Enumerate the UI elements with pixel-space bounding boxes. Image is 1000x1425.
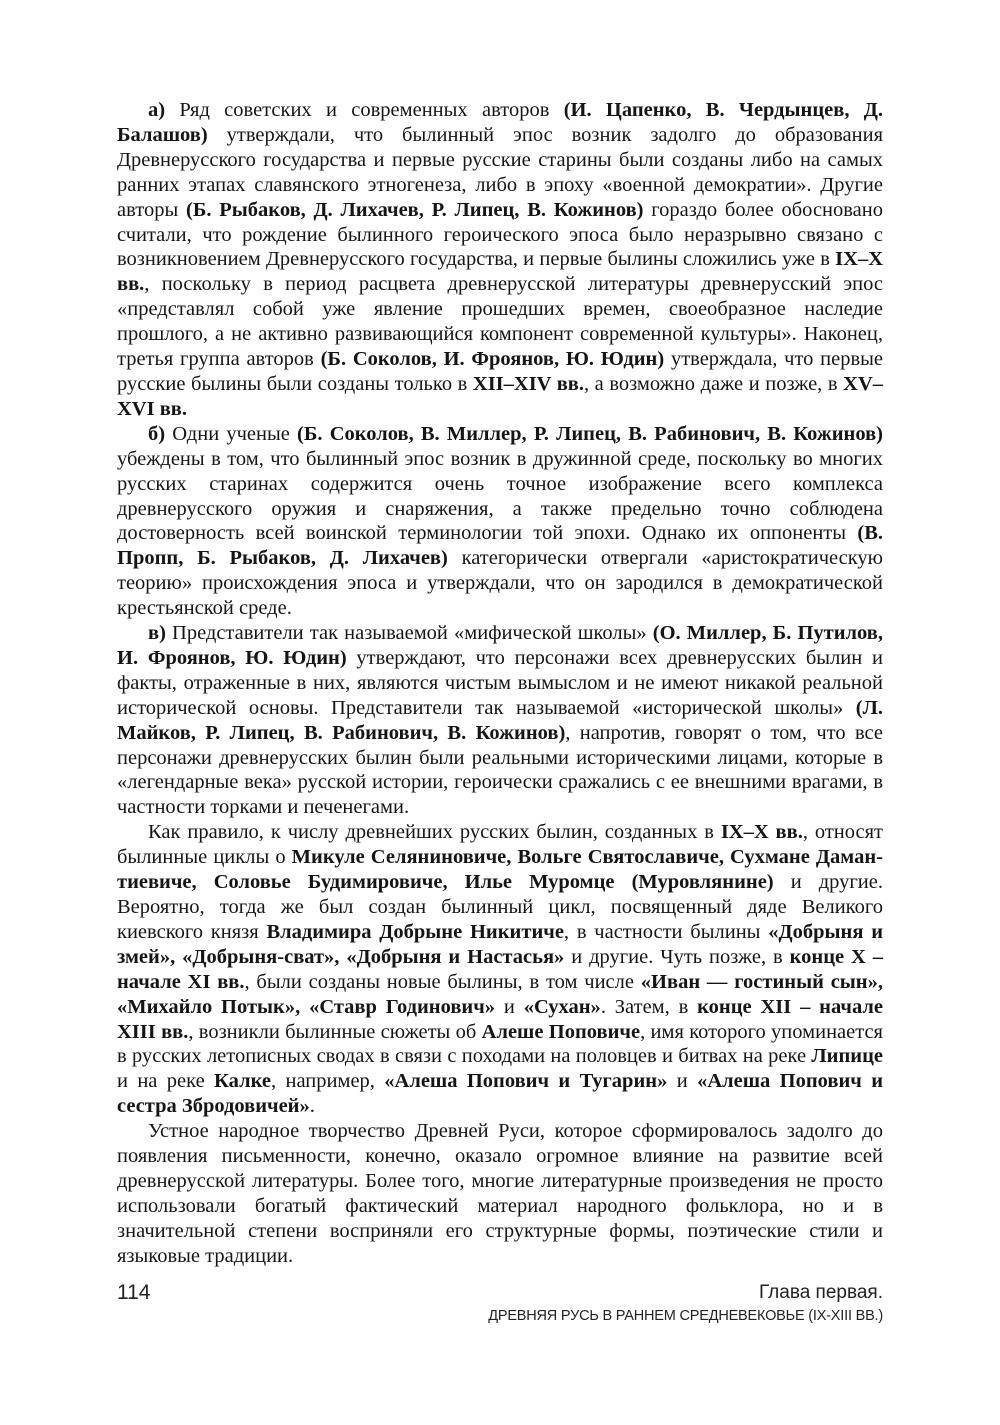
text-run: и другие. Вероятно, тогда же был создан былинный цикл, посвященный дяде Великого киевского князя <box>117 871 883 943</box>
text-run: Одни ученые <box>165 422 298 445</box>
bold-run: «Иван — гостиный сын», «Михайло Потык», «Ставр Годинович» <box>117 970 883 1018</box>
text-run: , возникли былинные сюжеты об <box>188 1020 482 1043</box>
bold-run: Липице <box>811 1045 883 1068</box>
text-run: убеждены в том, что былинный эпос возник в дружинной среде, поскольку во многих русских старинах содержится очень точное изображение всего комплекса древнерусского оружия и снаряжения, а также предельно точно соблюдена достоверность всей воинской терминологии той эпохи. Однако их оппоненты <box>117 447 883 545</box>
bold-run: (Б. Соколов, В. Миллер, Р. Липец, В. Рабинович, В. Кожинов) <box>297 422 883 445</box>
bold-run: «Алеша Попович и Тугарин» <box>384 1070 668 1093</box>
text-run: гораздо более обосновано считали, что рождение былинного героического эпоса было неразрывно связано с возникновением Древнерусского государства, и первые былины сложились уже в <box>117 198 883 271</box>
running-footer <box>488 1281 883 1327</box>
bold-run: (И. Цапенко, В. Чердынцев, Д. Балашов) <box>117 99 884 146</box>
bold-run: (Б. Рыбаков, Д. Лихачев, Р. Липец, В. Кожинов) <box>186 198 644 221</box>
text-run: Устное народное творчество Древней Руси, которое сформировалось задолго до появления письменности, конечно, оказало огромное влияние на развитие всей древнерусской литературы. Более того, многие литературные произведения не просто использовали богатый фактический материал народного фольклора, но и в значительной степени восприняли его структурные формы, поэтические стили и языковые традиции. <box>117 1120 883 1267</box>
bold-run: конце XII – начале XIII вв. <box>117 995 883 1043</box>
text-run: , поскольку в период расцвета древнерусской литературы древнерусский эпос «представлял собой уже явление прошедших времен, своеобразное наследие прошлого, а не активно развивающийся компонент современной культуры». Наконец, третья группа авторов <box>117 273 883 371</box>
bold-run: XII–XIV вв. <box>472 372 584 395</box>
bold-run: (В. Пропп, Б. Рыбаков, Д. Лихачев) <box>117 522 883 570</box>
text-run: Представители так называемой «мифической школы» <box>165 622 653 645</box>
text-run: и <box>667 1070 698 1093</box>
text-run: , были созданы новые былины, в том числе <box>244 970 641 993</box>
text-run: категорически отвергали «аристократическую теорию» происхождения эпоса и утверждали, что он зародился в демократической крестьянской среде. <box>117 547 883 620</box>
paragraph-c <box>117 621 883 820</box>
bold-run: (О. Миллер, Б. Путилов, И. Фроянов, Ю. Юдин) <box>117 622 883 669</box>
main-text <box>117 98 883 1269</box>
bold-run: «Алеша Попович и сестра Збродовичей» <box>117 1070 884 1118</box>
text-run: . Затем, в <box>600 995 698 1018</box>
text-run: , например, <box>270 1070 385 1093</box>
text-run: Ряд советских и современных авторов <box>165 99 564 121</box>
paragraph-a <box>117 98 883 422</box>
bold-run: в) <box>148 622 166 645</box>
bold-run: Калке <box>214 1070 271 1093</box>
paragraph-oral-tradition <box>117 1119 883 1268</box>
text-run: , имя которого упоминается в русских летописных сводах в связи с походами на половцев и битвах на реке <box>117 1020 883 1068</box>
bold-run: IX–X вв. <box>720 821 803 844</box>
text-run: утверждали, что былинный эпос возник задолго до образования Древнерусского государства и первые русские старины были созданы либо на самых ранних этапах славянского этногенеза, либо в эпоху «военной демократии». Другие авторы <box>117 123 883 221</box>
text-run: утверждают, что персонажи всех древнерусских былин и факты, отраженные в них, являются чистым вымыслом и не имеют никакой реальной исторической основы. Представители так называемой «исторической школы» <box>117 646 883 719</box>
page-number: 114 <box>117 1281 151 1304</box>
bold-run: Владимира Добрыне Никитиче <box>266 920 564 943</box>
text-run: и другие. Чуть позже, в <box>564 945 790 968</box>
text-run: утверждала, что первые русские былины были созданы только в <box>117 348 883 395</box>
bold-run: (Б. Соколов, И. Фроянов, Ю. Юдин) <box>320 348 665 371</box>
bold-run: Микуле Селяниновиче, Вольге Святославиче, Сухмане Дамантиевиче, Соловье Будимировиче, Илье Муромце (Муровлянине) <box>117 846 883 894</box>
bold-run: «Добрыня и змей», «Добрыня-сват», «Добрыня и Настасья» <box>117 920 884 968</box>
bold-run: «Сухан» <box>523 995 601 1018</box>
text-run: , относят былинные циклы о <box>117 821 884 869</box>
text-run: , а возможно даже и позже, в <box>583 372 844 395</box>
chapter-title: Глава первая. <box>758 1282 883 1303</box>
chapter-subtitle: ДРЕВНЯЯ РУСЬ В РАННЕМ СРЕДНЕВЕКОВЬЕ (IX-XIII ВВ.) <box>488 1308 883 1324</box>
text-run: и на реке <box>117 1070 215 1093</box>
bold-run: конце X – начале XI вв. <box>117 945 883 993</box>
bold-run: б) <box>148 422 166 445</box>
text-run: . <box>309 1095 315 1118</box>
paragraph-early-bylinas <box>117 820 883 1119</box>
text-run: , напротив, говорят о том, что все персонажи древнерусских былин были реальными историческими лицами, которые в «легендарные века» русской истории, героически сражались с ее внешними врагами, в частности торками и печенегами. <box>117 721 883 819</box>
text-run: Как правило, к числу древнейших русских былин, созданных в <box>148 821 721 844</box>
text-run: и <box>495 995 524 1018</box>
bold-run: а) <box>148 99 166 121</box>
bold-run: IX–X вв. <box>117 248 883 296</box>
bold-run: XV–XVI вв. <box>117 372 883 420</box>
bold-run: (Л. Майков, Р. Липец, В. Рабинович, В. Кожинов) <box>117 696 883 744</box>
text-run: , в частности былины <box>563 920 769 943</box>
paragraph-b <box>117 422 883 621</box>
bold-run: Алеше Поповиче <box>481 1020 641 1043</box>
